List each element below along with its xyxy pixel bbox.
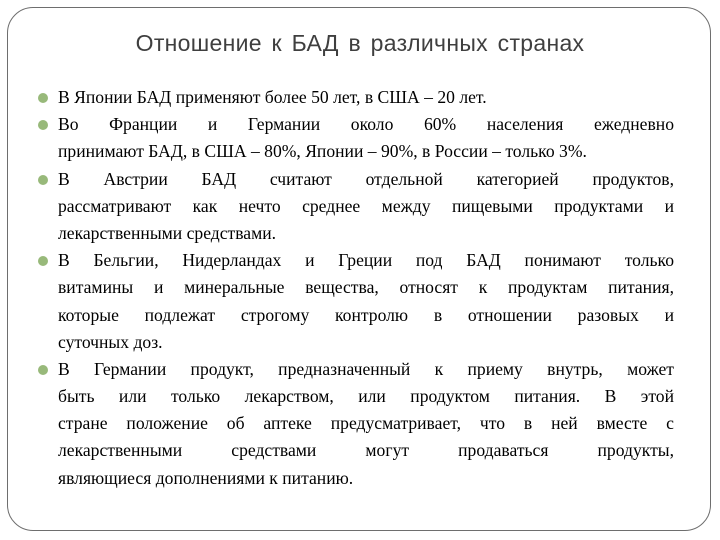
bullet-item — [36, 111, 674, 165]
bullet-line: В Австрии БАД считают отдельной категорией продуктов, — [58, 168, 674, 189]
bullet-line: лекарственными средствами могут продаваться продукты, — [58, 440, 674, 461]
bullet-dot-icon — [38, 175, 48, 185]
bullet-line: быть или только лекарством, или продуктом питания. В этой — [58, 386, 674, 407]
bullet-line: суточных доз. — [58, 331, 163, 352]
bullet-line: В Германии продукт, предназначенный к приему внутрь, может — [58, 358, 674, 379]
bullet-dot-icon — [38, 93, 48, 103]
bullet-line: принимают БАД, в США – 80%, Японии – 90%, в России – только 3%. — [58, 141, 587, 162]
bullet-line: лекарственными средствами. — [58, 222, 277, 243]
bullet-item — [36, 247, 674, 356]
bullet-item — [36, 356, 674, 492]
bullet-list — [36, 84, 674, 492]
bullet-dot-icon — [38, 256, 48, 266]
bullet-item — [36, 166, 674, 248]
bullet-line: которые подлежат строгому контролю в отношении разовых и — [58, 304, 674, 325]
bullet-line: рассматривают как нечто среднее между пищевыми продуктами и — [58, 195, 674, 216]
bullet-dot-icon — [38, 120, 48, 130]
bullet-line: Во Франции и Германии около 60% населения ежедневно — [58, 114, 674, 135]
bullet-line: В Японии БАД применяют более 50 лет, в США – 20 лет. — [58, 87, 487, 107]
bullet-dot-icon — [38, 365, 48, 375]
bullet-line: витамины и минеральные вещества, относят к продуктам питания, — [58, 277, 674, 298]
bullet-item — [36, 84, 674, 111]
bullet-line: В Бельгии, Нидерландах и Греции под БАД понимают только — [58, 250, 674, 271]
bullet-line: стране положение об аптеке предусматривает, что в ней вместе с — [58, 413, 674, 434]
slide-title: Отношение к БАД в различных странах — [135, 30, 585, 56]
bullet-line: являющиеся дополнениями к питанию. — [58, 467, 354, 488]
